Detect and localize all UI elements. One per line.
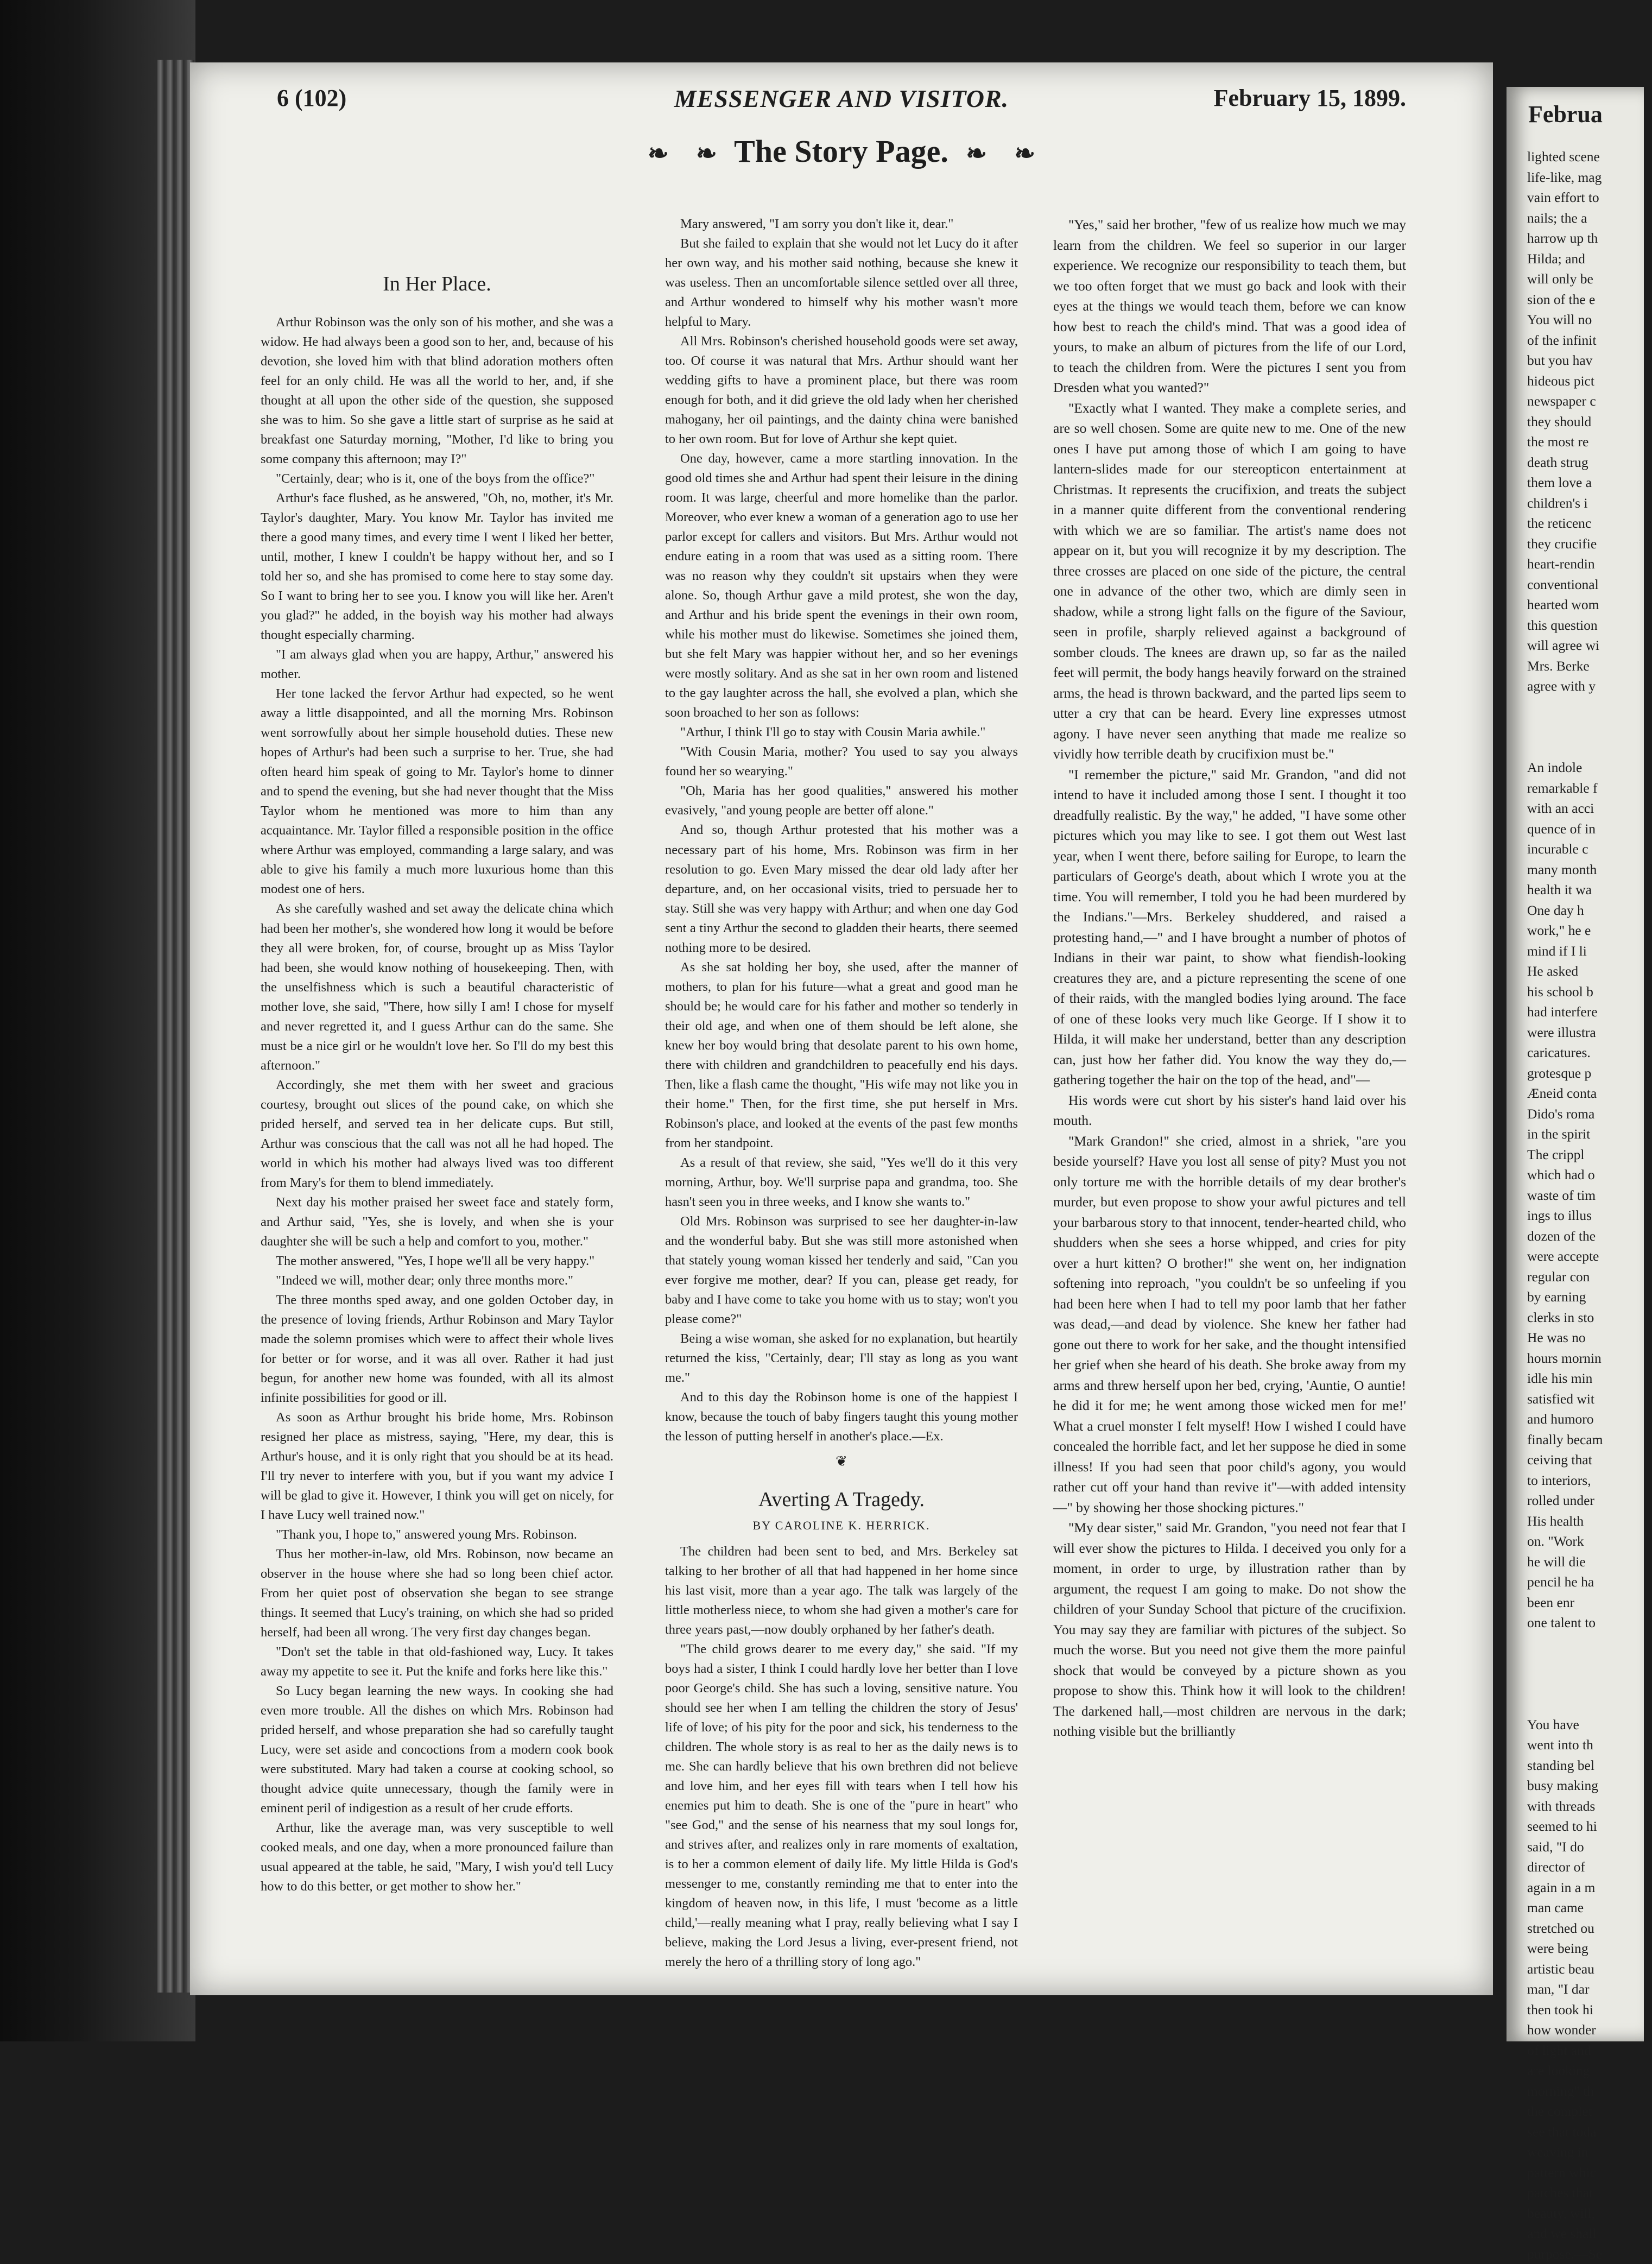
article-paragraph: As she sat holding her boy, she used, after the manner of mothers, to plan for his future—what a great and good man he should be; he would care for his father and mother so tenderly in their old age, and when one of them should be left alone, she knew her boy would bring that desolate parent to his own home, there with children and grandchildren to peacefully end his days. Then, like a flash came the thought, "His wife may not like you in their home." Then, for the first time, she put herself in Mrs. Robinson's place, and looked at the events of the past few months from her standpoint. [665, 958, 1018, 1153]
leaf-ornament-icon: ❧ [648, 140, 669, 167]
adjacent-page-line: harrow up th [1527, 228, 1652, 249]
adjacent-page-line: the complet [1527, 2101, 1652, 2122]
adjacent-page-line: he will die [1527, 1552, 1652, 1572]
adjacent-page-line: life-like, mag [1527, 167, 1652, 188]
article-paragraph: "Yes," said her brother, "few of us realize how much we may learn from the children. We feel so superior in our larger experience. We recognize our responsibility to teach them, but we too often forget that we must go back and look with their eyes at the things we would teach them, before we can know how best to reach the child's mind. That was a good idea of yours, to make an album of pictures from the life of our Lord, to teach the children from. Were the pictures I sent you from Dresden what you wanted?" [1053, 214, 1406, 398]
adjacent-page-line: and humoro [1527, 1409, 1652, 1430]
adjacent-page-line: busy making [1527, 1775, 1652, 1796]
adjacent-page-line: You will no [1527, 309, 1652, 330]
adjacent-page-line: standing bel [1527, 1755, 1652, 1776]
adjacent-page-line: mind if I li [1527, 941, 1652, 962]
article-paragraph: As she carefully washed and set away the delicate china which had been her mother's, she wondered how long it would be before they all were broken, for, of course, brought up as Miss Taylor had been, she would know nothing of housekeeping. Then, with the unselfishness which is such a beautiful characteristic of mother love, she said, "There, how silly I am! I chose for myself and never regretted it, and I guess Arthur can do the same. She must be a nice girl or he wouldn't love her. So I'll do my best this afternoon." [261, 899, 613, 1075]
article-paragraph: Accordingly, she met them with her sweet and gracious courtesy, brought out slices of the pound cake, on which she prided herself, and served tea in her delicate cups. But still, Arthur was conscious that the call was not all he had hoped. The world in which his mother had always lived was too different from Mary's for them to blend immediately. [261, 1076, 613, 1193]
adjacent-page-column [1527, 147, 1652, 2264]
adjacent-page-line: Hilda; and [1527, 249, 1652, 269]
article-paragraph: And so, though Arthur protested that his mother was a necessary part of his home, Mrs. Robinson was firm in her resolution to go. Even Mary missed the dear old lady after her departure, and, on her occasional visits, tried to persuade her to stay. Still she was very happy with Arthur; and when one day God sent a tiny Arthur the second to gladden their hearts, there seemed nothing more to be desired. [665, 820, 1018, 957]
column-2 [665, 214, 1018, 1972]
adjacent-page-line: hours mornin [1527, 1348, 1652, 1369]
adjacent-page-line: agree with y [1527, 676, 1652, 697]
article-paragraph: Thus her mother-in-law, old Mrs. Robinson, now became an observer in the house where she had so long been chief actor. From her quiet post of observation she began to see strange things. It seemed that Lucy's training, on which she had so prided herself, had been all wrong. The very first day changes began. [261, 1545, 613, 1642]
adjacent-page-line: and we shall [1527, 2223, 1652, 2244]
adjacent-page-line [1527, 1694, 1652, 1715]
article-paragraph: "Don't set the table in that old-fashioned way, Lucy. It takes away my appetite to see it. Put the knife and forks here like this." [261, 1642, 613, 1681]
article-paragraph: "My dear sister," said Mr. Grandon, "you need not fear that I will ever show the pictures to Hilda. I deceived you only for a moment, in order to urge, by illustration rather than by argument, the request I am going to make. Do not show the children of your Sunday School that picture of the crucifixion. You may say they are familiar with pictures of the subject. So much the worse. But you need not give them the more painful shock that would be conveyed by a picture shown as you propose to show this. Think how it will look to the children! The darkened hall,—most children are nervous in the dark; nothing visible but the brilliantly [1053, 1517, 1406, 1742]
adjacent-page-line: said, "I do [1527, 1837, 1652, 1857]
article-paragraph: "Exactly what I wanted. They make a complete series, and are so well chosen. Some are quite new to me. One of the new ones I have put among those of which I am going to have lantern-slides made for our stereopticon entertainment at Christmas. It represents the crucifixion, and treats the subject in a manner quite different from the conventional rendering with which we are so familiar. The artist's name does not appear on it, but you will recognize it by my description. The three crosses are placed on one side of the picture, the central one in advance of the other two, which are dimly seen in shadow, while a strong light falls on the figure of the Saviour, seen in profile, sharply relieved against a background of somber clouds. The knees are drawn up, so far as the nailed feet will permit, the body hangs heavily forward on the strained arms, the head is thrown backward, and the parted lips seem to utter a cry that can be heard. Every line expresses utmost agony. I have never seen anything that made me realize so vividly how terrible death by crucifixion must be." [1053, 398, 1406, 764]
adjacent-page-line: clerks in sto [1527, 1307, 1652, 1328]
story-byline: BY CAROLINE K. HERRICK. [665, 1516, 1018, 1535]
adjacent-page-line: One day h [1527, 900, 1652, 921]
column-3 [1053, 214, 1406, 1742]
adjacent-page-line: ceiving that [1527, 1450, 1652, 1470]
article-paragraph: Arthur Robinson was the only son of his mother, and she was a widow. He had always been a good son to her, and, because of his devotion, she loved him with that blind adoration mothers often feel for an only child. He was all the world to her, and, if she thought at all upon the other side of the question, she supposed she was to him. So she gave a little start of surprise as he said at breakfast one Saturday morning, "Mother, I'd like to bring you some company this afternoon; may I?" [261, 313, 613, 469]
adjacent-page-line: rolled under [1527, 1490, 1652, 1511]
adjacent-page-line: director of [1527, 1857, 1652, 1877]
adjacent-page-line: quence of in [1527, 819, 1652, 839]
story-title-averting-a-tragedy: Averting A Tragedy. [665, 1490, 1018, 1509]
adjacent-page-line [1527, 1674, 1652, 1694]
adjacent-page-line: Æneid conta [1527, 1083, 1652, 1104]
newspaper-page [190, 62, 1493, 1995]
adjacent-page-line: The crippl [1527, 1144, 1652, 1165]
adjacent-page-line: went into th [1527, 1735, 1652, 1755]
adjacent-page-line: nails; the a [1527, 208, 1652, 229]
adjacent-page-line [1527, 1653, 1652, 1674]
adjacent-page-line: again in a m [1527, 1877, 1652, 1898]
adjacent-page-line: regular con [1527, 1267, 1652, 1287]
adjacent-page-line: stretched ou [1527, 1918, 1652, 1939]
article-paragraph: "Mark Grandon!" she cried, almost in a shriek, "are you beside yourself? Have you lost all sense of pity? Must you not only torture me with the horrible details of my dear brother's murder, but even propose to show your awful pictures and tell your barbarous story to that innocent, tender-hearted child, who shudders when she sees a horse whipped, and cries for pity over a hurt kitten? O brother!" she went on, her indignation softening into reproach, "you couldn't be so unfeeling if you had been here when I had to tell my poor lamb that her father was dead,—and dead by violence. She knew her father had gone out there to work for her sake, and the thought intensified her grief when she heard of his death. She broke away from my arms and threw herself upon her bed, crying, 'Auntie, O auntie! he did it for me; he went among those wicked men for me!' What a cruel monster I felt myself! How I wished I could have concealed the horrible fact, and let her suppose he died in some illness! If you had seen that poor child's agony, you would rather cut off your hand than revive it"—with added intensity—" by showing her those shocking pictures." [1053, 1131, 1406, 1518]
adjacent-page-line: He was no [1527, 1327, 1652, 1348]
article-paragraph: "The child grows dearer to me every day," she said. "If my boys had a sister, I think I could hardly love her better than I love poor George's child. She has such a loving, sensitive nature. You should see her when I am telling the children the story of Jesus' life of love; of his pity for the poor and sick, his tenderness to the children. The whole story is as real to her as the daily news is to me. She can hardly believe that his own brethren did not believe and love him, and her eyes fill with tears when I tell how his enemies put him to death. She is one of the "pure in heart" who "see God," and the sense of his nearness that my soul longs for, and strives after, and realizes only in rare moments of exaltation, is to her a common element of daily life. My little Hilda is God's messenger to me, constantly reminding me that to enter into the kingdom of heaven now, in this life, I must 'become as a little child,'—really meaning what I pray, really believing what I say I believe, making the Lord Jesus a living, ever-present friend, not merely the hero of a thrilling story of long ago." [665, 1640, 1018, 1972]
article-paragraph: All Mrs. Robinson's cherished household goods were set away, too. Of course it was natural that Mrs. Arthur should want her wedding gifts to have a prominent place, but there was room enough for both, and it did grieve the old lady when her cherished mahogany, her oil paintings, and the dainty china were banished to her own room. But for love of Arthur she kept quiet. [665, 332, 1018, 449]
article-paragraph: "Oh, Maria has her good qualities," answered his mother evasively, "and young people are better off alone." [665, 781, 1018, 820]
article-paragraph: As soon as Arthur brought his bride home, Mrs. Robinson resigned her place as mistress, saying, "Here, my dear, this is Arthur's house, and it is only right that you should be at its head. I'll try never to interfere with you, but if you want my advice I will be glad to give it. However, I think you will get on nicely, for I have Lucy well trained now." [261, 1408, 613, 1525]
adjacent-page-line [1527, 1633, 1652, 1654]
adjacent-page-line: pencil he ha [1527, 1572, 1652, 1592]
article-paragraph: But she failed to explain that she would not let Lucy do it after her own way, and his mother said nothing, because she knew it was useless. Then an uncomfortable silence settled over all three, and Arthur wondered to himself why his mother wasn't more helpful to Mary. [665, 234, 1018, 332]
adjacent-page-line: many month [1527, 859, 1652, 880]
article-paragraph: "I remember the picture," said Mr. Grandon, "and did not intend to have it included among those I sent. I thought it too dreadfully realistic. By the way," he added, "I have some other pictures which you may like to see. I got them out West last year, when I went there, before sailing for Europe, to learn the particulars of George's death, about which I wrote you at the time. You will remember, I told you he had been murdered by the Indians."—Mrs. Berkeley shuddered, and raised a protesting hand,—" and I have brought a number of photos of Indians in their war paint, to show what fiendish-looking creatures they are, and a picture representing the scene of one of their raids, with the mangled bodies lying around. The face of one of these looks very much like George. If I show it to Hilda, it will make her understand, better than any description can, just how her father did. You know the way they do,—gathering together the hair on the top of the head, and"— [1053, 764, 1406, 1090]
adjacent-page-line: on. "Work [1527, 1531, 1652, 1552]
adjacent-page-line: death strug [1527, 452, 1652, 473]
adjacent-page-line: Mrs. Berke [1527, 656, 1652, 676]
adjacent-page-line: were accepte [1527, 1246, 1652, 1267]
adjacent-page-line: You have [1527, 1715, 1652, 1735]
adjacent-page-line: morning" th [1527, 2081, 1652, 2102]
adjacent-page-line: had interfere [1527, 1002, 1652, 1022]
adjacent-page-line: will agree wi [1527, 635, 1652, 656]
adjacent-page-line [1527, 737, 1652, 758]
adjacent-page-line: then took hi [1527, 2000, 1652, 2020]
adjacent-page-line: vain effort to [1527, 187, 1652, 208]
adjacent-page-line: waste of tim [1527, 1185, 1652, 1206]
adjacent-page-line: beauty, will, [1527, 2203, 1652, 2224]
adjacent-page-line: will only be [1527, 269, 1652, 289]
article-paragraph: And to this day the Robinson home is one of the happiest I know, because the touch of baby fingers taught this young mother the lesson of putting herself in another's place.—Ex. [665, 1388, 1018, 1446]
adjacent-page-line: idle his min [1527, 1368, 1652, 1389]
adjacent-page-line: his school b [1527, 982, 1652, 1002]
adjacent-page-line: they should [1527, 412, 1652, 432]
issue-date: February 15, 1899. [1214, 84, 1406, 112]
adjacent-page-line: He asked [1527, 961, 1652, 982]
adjacent-page-line: but you hav [1527, 350, 1652, 371]
adjacent-page-line: Dido's roma [1527, 1104, 1652, 1124]
adjacent-page-line: with threads [1527, 1796, 1652, 1817]
article-paragraph: "Certainly, dear; who is it, one of the boys from the office?" [261, 469, 613, 489]
masthead: MESSENGER AND VISITOR. [190, 84, 1493, 113]
adjacent-page-line: incurable c [1527, 839, 1652, 859]
adjacent-page-line: purpose.—Se [1527, 2244, 1652, 2264]
adjacent-page-line: newspaper c [1527, 391, 1652, 412]
adjacent-page-line: the reticenc [1527, 513, 1652, 534]
adjacent-page-line: remarkable f [1527, 778, 1652, 799]
adjacent-page-line: work," he e [1527, 920, 1652, 941]
adjacent-page-line: the most re [1527, 432, 1652, 452]
article-paragraph: "I am always glad when you are happy, Arthur," answered his mother. [261, 645, 613, 684]
article-paragraph: "Thank you, I hope to," answered young Mrs. Robinson. [261, 1525, 613, 1545]
article-paragraph: As a result of that review, she said, "Yes we'll do it this very morning, Arthur, boy. We'll surprise papa and grandma, too. She hasn't seen you in three weeks, and I know she wants to." [665, 1153, 1018, 1212]
page-header [190, 84, 1493, 128]
adjacent-page-line: were being [1527, 1938, 1652, 1959]
leaf-ornament-icon: ❧ [696, 140, 717, 167]
article-paragraph: His words were cut short by his sister's hand laid over his mouth. [1053, 1090, 1406, 1131]
article-paragraph: "Arthur, I think I'll go to stay with Cousin Maria awhile." [665, 723, 1018, 742]
section-title-row [190, 133, 1493, 169]
adjacent-page-line: satisfied wit [1527, 1389, 1652, 1409]
article-paragraph: One day, however, came a more startling innovation. In the good old times she and Arthur had spent their leisure in the dining room. It was large, cheerful and more homelike than the parlor. Moreover, who ever knew a woman of a generation ago to use her parlor except for callers and visitors. But Mrs. Arthur would not endure eating in a room that was used as a sitting room. There was no reason why they couldn't sit upstairs when they were alone. So, though Arthur gave a mild protest, she won the day, and Arthur and his bride spent the evenings in their own room, while his mother must do likewise. Sometimes she joined them, but she felt Mary was happier without her, and so her evenings were mostly solitary. And as she sat in her own room and listened to the gay laughter across the hall, she evolved a plan, which she soon broached to her son as follows: [665, 449, 1018, 723]
column-1 [261, 214, 613, 1896]
adjacent-page-line [1527, 717, 1652, 737]
adjacent-page-line: with an acci [1527, 798, 1652, 819]
adjacent-page-line: of light and [1527, 2040, 1652, 2061]
article-paragraph: Old Mrs. Robinson was surprised to see her daughter-in-law and the wonderful baby. But she was still more astonished when that stately young woman kissed her tenderly and said, "Can you ever forgive me mother, dear? If you can, please get ready, for baby and I have come to take you home with us to stay; won't you please come?" [665, 1212, 1018, 1329]
adjacent-page-line: artistic beau [1527, 1959, 1652, 1980]
adjacent-page-line: grotesque p [1527, 1063, 1652, 1084]
section-title: The Story Page. [734, 134, 948, 169]
adjacent-page-line: been enr [1527, 1592, 1652, 1613]
article-paragraph: "Indeed we will, mother dear; only three months more." [261, 1271, 613, 1291]
article-paragraph: Being a wise woman, she asked for no explanation, but heartily returned the kiss, "Certainly, dear; I'll stay as long as you want me." [665, 1329, 1018, 1388]
adjacent-page-line: sion of the e [1527, 289, 1652, 310]
leaf-ornament-icon: ❧ [966, 140, 987, 167]
adjacent-page-line: weaving in [1527, 2142, 1652, 2162]
adjacent-page-line: of the infinit [1527, 330, 1652, 351]
adjacent-page-line: one talent to [1527, 1612, 1652, 1633]
adjacent-page-line: man, "I dar [1527, 1979, 1652, 2000]
article-paragraph: The children had been sent to bed, and Mrs. Berkeley sat talking to her brother of all that had happened in her home since his last visit, more than a year ago. The talk was largely of the little motherless niece, to whom she had given a mother's care for three years past,—now doubly orphaned by her father's death. [665, 1542, 1018, 1640]
section-divider: ❦ [665, 1452, 1018, 1471]
adjacent-page-line: An indole [1527, 757, 1652, 778]
adjacent-page-fragment [1507, 87, 1644, 2041]
article-paragraph: Mary answered, "I am sorry you don't like it, dear." [665, 214, 1018, 234]
adjacent-page-line: ings to illus [1527, 1205, 1652, 1226]
adjacent-page-line: His health [1527, 1511, 1652, 1532]
adjacent-page-line: them love a [1527, 472, 1652, 493]
adjacent-page-line: in the spirit [1527, 1124, 1652, 1144]
leaf-ornament-icon: ❧ [1014, 140, 1035, 167]
adjacent-page-line: by earning [1527, 1287, 1652, 1307]
adjacent-page-line: to interiors, [1527, 1470, 1652, 1491]
adjacent-page-line: see that toda [1527, 2122, 1652, 2142]
adjacent-page-line: dozen of the [1527, 1226, 1652, 1247]
adjacent-page-line: patches that [1527, 2183, 1652, 2203]
article-paragraph: Arthur's face flushed, as he answered, "Oh, no, mother, it's Mr. Taylor's daughter, Mary. You know Mr. Taylor has invited me there a good many times, and every time I went I liked her better, until, mother, I knew I couldn't be happy without her, and so I told her so, and she has promised to come here to stay some day. So I want to bring her to see you. I know you will like her. Aren't you glad?" he added, in the boyish way his mother had always thought especially charming. [261, 489, 613, 645]
adjacent-page-line [1527, 697, 1652, 717]
adjacent-page-header: Februa [1528, 100, 1603, 128]
article-paragraph: "With Cousin Maria, mother? You used to say you always found her so wearying." [665, 742, 1018, 781]
adjacent-page-line: finally becam [1527, 1430, 1652, 1450]
adjacent-page-line: were illustra [1527, 1022, 1652, 1043]
adjacent-page-line: man came [1527, 1898, 1652, 1918]
adjacent-page-line: children's i [1527, 493, 1652, 514]
adjacent-page-line: they crucifie [1527, 534, 1652, 554]
adjacent-page-line: pattern whic [1527, 2162, 1652, 2183]
article-paragraph: So Lucy began learning the new ways. In cooking she had even more trouble. All the dishes on which Mrs. Robinson had prided herself, and whose preparation she had so carefully taught Lucy, were set aside and concoctions from a modern cook book were substituted. Mary had taken a course at cooking school, so thought advice quite unnecessary, though the family were in eminent peril of indigestion as a result of her crude efforts. [261, 1681, 613, 1818]
adjacent-page-line: conventional [1527, 574, 1652, 595]
article-paragraph: The mother answered, "Yes, I hope we'll all be very happy." [261, 1251, 613, 1271]
adjacent-page-line: which had o [1527, 1165, 1652, 1185]
adjacent-page-line: how wonder [1527, 2020, 1652, 2040]
adjacent-page-line: are looking [1527, 2060, 1652, 2081]
article-paragraph: The three months sped away, and one golden October day, in the presence of loving friends, Arthur Robinson and Mary Taylor made the solemn promises which were to affect their whole lives for better or for worse, and it was all over. Rather it had just begun, for another new home was founded, with all its almost infinite possibilities for good or ill. [261, 1291, 613, 1408]
story-title-in-her-place: In Her Place. [261, 274, 613, 294]
adjacent-page-line: health it wa [1527, 880, 1652, 900]
adjacent-page-line: heart-rendin [1527, 554, 1652, 574]
page-number: 6 (102) [277, 84, 346, 112]
article-paragraph: Her tone lacked the fervor Arthur had expected, so he went away a little disappointed, and all the morning Mrs. Robinson went sorrowfully about her simple household duties. These new hopes of Arthur's had been such a surprise to her. True, she had often heard him speak of going to Mr. Taylor's home to dinner and to spend the evening, but she had never thought that the Miss Taylor whom he mentioned was more to him than any acquaintance. Mr. Taylor filled a responsible position in the office where Arthur was employed, commanding a large salary, and was able to give his family a much more luxurious home than this modest one of hers. [261, 684, 613, 899]
adjacent-page-line: this question [1527, 615, 1652, 636]
adjacent-page-line: hearted wom [1527, 595, 1652, 615]
article-paragraph: Arthur, like the average man, was very susceptible to well cooked meals, and one day, when a more pronounced failure than usual appeared at the table, he said, "Mary, I wish you'd tell Lucy how to do this better, or get mother to show her." [261, 1818, 613, 1896]
adjacent-page-line: hideous pict [1527, 371, 1652, 391]
article-paragraph: Next day his mother praised her sweet face and stately form, and Arthur said, "Yes, she is lovely, and when she is your daughter she will be such a help and comfort to you, mother." [261, 1193, 613, 1251]
adjacent-page-line: caricatures. [1527, 1042, 1652, 1063]
adjacent-page-line: lighted scene [1527, 147, 1652, 167]
adjacent-page-line: seemed to hi [1527, 1816, 1652, 1837]
